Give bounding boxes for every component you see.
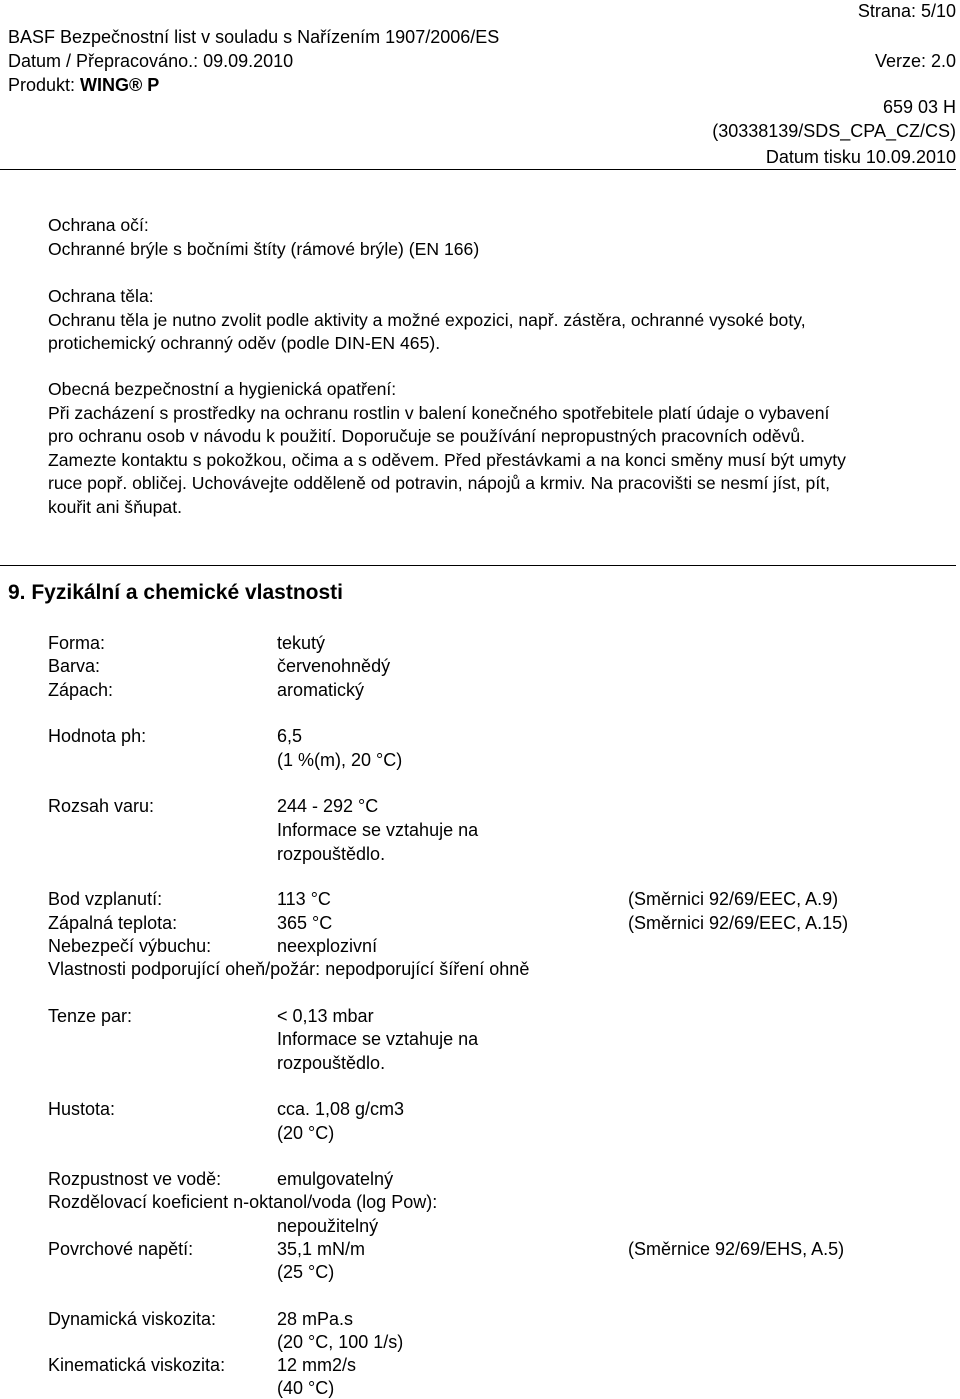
flash-point-label: Bod vzplanutí: <box>48 889 163 909</box>
product-code: 659 03 H <box>882 97 956 117</box>
fire-properties-line <box>48 960 529 978</box>
vapour-pressure-value: < 0,13 mbar <box>277 1006 374 1026</box>
vapour-pressure-note: rozpouštědlo. <box>277 1053 386 1073</box>
barva-value: červenohnědý <box>277 656 391 676</box>
solubility-value: emulgovatelný <box>277 1169 394 1189</box>
surface-tension-conditions: (25 °C) <box>277 1262 335 1282</box>
zapach-label: Zápach: <box>48 680 114 700</box>
fire-properties-value: nepodporující šíření ohně <box>325 959 530 979</box>
body-protection-heading: Ochrana těla: <box>48 286 154 306</box>
print-date: Datum tisku 10.09.2010 <box>765 147 956 167</box>
boiling-range-note: rozpouštědlo. <box>277 844 386 864</box>
explosion-label: Nebezpečí výbuchu: <box>48 936 212 956</box>
section-rule <box>0 565 956 566</box>
header-rule <box>0 169 956 170</box>
dynamic-viscosity-label: Dynamická viskozita: <box>48 1309 217 1329</box>
revision-date: Datum / Přepracováno.: 09.09.2010 <box>8 51 294 71</box>
density-conditions: (20 °C) <box>277 1123 335 1143</box>
regulation-line: BASF Bezpečnostní list v souladu s Nařízením 1907/2006/ES <box>8 27 500 47</box>
density-value: cca. 1,08 g/cm3 <box>277 1099 405 1119</box>
surface-tension-method: (Směrnice 92/69/EHS, A.5) <box>628 1239 845 1259</box>
body-protection-line: protichemický ochranný oděv (podle DIN-EN 465). <box>48 333 441 353</box>
vapour-pressure-note: Informace se vztahuje na <box>277 1029 479 1049</box>
flash-point-method: (Směrnici 92/69/EEC, A.9) <box>628 889 839 909</box>
hygiene-line: pro ochranu osob v návodu k použití. Doporučuje se používání nepropustných pracovních oděvů. <box>48 426 806 446</box>
eye-protection-heading: Ochrana očí: <box>48 215 149 235</box>
vapour-pressure-label: Tenze par: <box>48 1006 133 1026</box>
density-label: Hustota: <box>48 1099 116 1119</box>
hygiene-line: ruce popř. obličej. Uchovávejte odděleně od potravin, nápojů a krmiv. Na pracovišti se nesmí jíst, pít, <box>48 473 831 493</box>
forma-label: Forma: <box>48 633 106 653</box>
ignition-temp-value: 365 °C <box>277 913 333 933</box>
hygiene-line: kouřit ani šňupat. <box>48 496 182 517</box>
product-line <box>8 76 159 94</box>
product-name: WING® P <box>80 75 160 95</box>
section-9-title: 9. Fyzikální a chemické vlastnosti <box>8 581 343 604</box>
log-pow-value: nepoužitelný <box>277 1216 379 1236</box>
hygiene-block <box>48 378 950 519</box>
surface-tension-label: Povrchové napětí: <box>48 1239 194 1259</box>
log-pow-label: Rozdělovací koeficient n-oktanol/voda (log Pow): <box>48 1192 438 1212</box>
ph-conditions: (1 %(m), 20 °C) <box>277 750 403 770</box>
kinematic-viscosity-label: Kinematická viskozita: <box>48 1355 226 1375</box>
document-ref: (30338139/SDS_CPA_CZ/CS) <box>712 121 956 141</box>
ignition-temp-method: (Směrnici 92/69/EEC, A.15) <box>628 913 849 933</box>
eye-protection-text: Ochranné brýle s bočními štíty (rámové brýle) (EN 166) <box>48 238 480 259</box>
fire-properties-label: Vlastnosti podporující oheň/požár: <box>48 959 321 979</box>
solubility-label: Rozpustnost ve vodě: <box>48 1169 222 1189</box>
page-number: Strana: 5/10 <box>857 1 956 21</box>
body-protection-block <box>48 285 950 356</box>
explosion-value: neexplozivní <box>277 936 378 956</box>
dynamic-viscosity-value: 28 mPa.s <box>277 1309 354 1329</box>
flash-point-value: 113 °C <box>277 889 331 909</box>
forma-value: tekutý <box>277 633 326 653</box>
ph-label: Hodnota ph: <box>48 726 147 746</box>
boiling-range-label: Rozsah varu: <box>48 796 155 816</box>
product-label: Produkt: <box>8 75 81 95</box>
kinematic-viscosity-conditions: (40 °C) <box>277 1378 335 1398</box>
kinematic-viscosity-value: 12 mm2/s <box>277 1355 357 1375</box>
hygiene-heading: Obecná bezpečnostní a hygienická opatření: <box>48 379 397 399</box>
surface-tension-value: 35,1 mN/m <box>277 1239 366 1259</box>
ph-value: 6,5 <box>277 726 303 746</box>
boiling-range-value: 244 - 292 °C <box>277 796 379 816</box>
hygiene-line: Při zacházení s prostředky na ochranu rostlin v balení konečného spotřebitele platí údaje o vybavení <box>48 402 830 423</box>
barva-label: Barva: <box>48 656 101 676</box>
hygiene-line: Zamezte kontaktu s pokožkou, očima a s oděvem. Před přestávkami a na konci směny musí být umyty <box>48 449 846 470</box>
version: Verze: 2.0 <box>874 51 956 71</box>
dynamic-viscosity-conditions: (20 °C, 100 1/s) <box>277 1332 404 1352</box>
body-protection-line: Ochranu těla je nutno zvolit podle aktivity a možné expozici, např. zástěra, ochranné vysoké boty, <box>48 309 806 330</box>
boiling-range-note: Informace se vztahuje na <box>277 820 479 840</box>
eye-protection-block <box>48 214 950 261</box>
ignition-temp-label: Zápalná teplota: <box>48 913 178 933</box>
zapach-value: aromatický <box>277 680 365 700</box>
